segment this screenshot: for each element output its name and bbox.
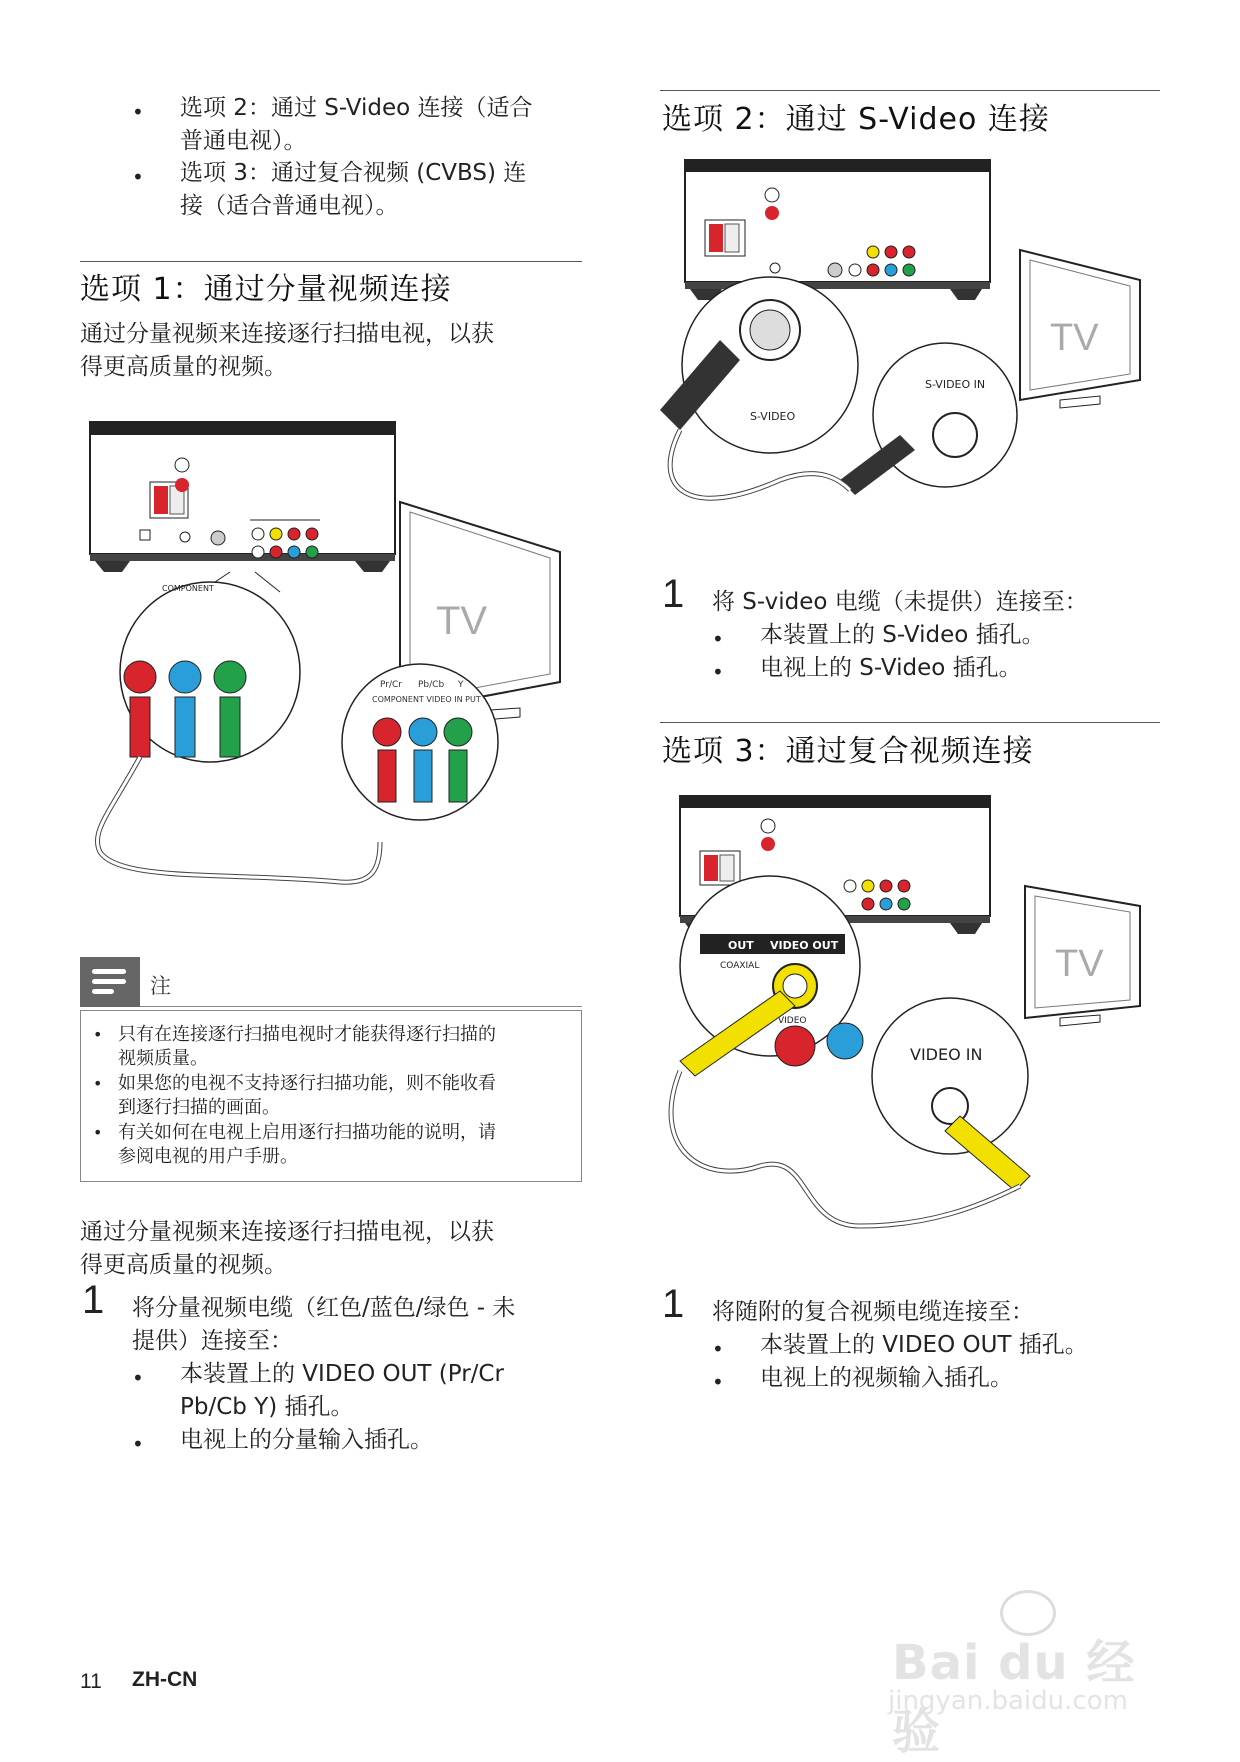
- unit-connectors: [124, 661, 246, 757]
- section3-heading: 选项 3：通过复合视频连接: [662, 734, 1034, 769]
- bullet-dot: •: [93, 1074, 103, 1093]
- tv-svideo-label: S-VIDEO IN: [925, 378, 986, 391]
- tv-video-in-label: VIDEO IN: [910, 1045, 983, 1064]
- tv-label: TV: [1050, 317, 1099, 359]
- bullet-dot: •: [132, 165, 144, 189]
- watermark-url: jingyan.baidu.com: [888, 1686, 1128, 1716]
- bullet-dot: •: [712, 1337, 724, 1361]
- note-icon: [80, 957, 140, 1007]
- player-device: [90, 422, 395, 572]
- note-item: 到逐行扫描的画面。: [118, 1097, 280, 1118]
- bullet-dot: •: [712, 660, 724, 684]
- note-title: 注: [150, 974, 171, 998]
- step-sub-text: 电视上的 S-Video 插孔。: [760, 655, 1022, 681]
- section1-desc: 通过分量视频来连接逐行扫描电视，以获: [80, 321, 494, 347]
- section1-heading: 选项 1：通过分量视频连接: [80, 272, 452, 307]
- bullet-dot: •: [93, 1025, 103, 1044]
- language-code: ZH-CN: [132, 1668, 198, 1691]
- baidu-watermark: [880, 1590, 1180, 1760]
- step-sub-text: 本装置上的 VIDEO OUT 插孔。: [760, 1332, 1088, 1358]
- step-sub-text: Pb/Cb Y) 插孔。: [180, 1394, 354, 1420]
- section1-desc: 得更高质量的视频。: [80, 354, 287, 380]
- tv-port-label: Pr/Cr: [380, 680, 402, 690]
- bullet-dot: •: [712, 1370, 724, 1394]
- unit-component-label: COMPONENT: [162, 584, 214, 593]
- section-divider: [660, 722, 1160, 723]
- section2-heading: 选项 2：通过 S-Video 连接: [662, 102, 1050, 137]
- step-text: 提供）连接至：: [132, 1328, 293, 1354]
- step-number: 1: [662, 1282, 685, 1326]
- after-note-text: 通过分量视频来连接逐行扫描电视，以获: [80, 1219, 494, 1245]
- video-label: VIDEO: [778, 1016, 807, 1026]
- step-sub-text: 本装置上的 VIDEO OUT (Pr/Cr: [180, 1361, 504, 1387]
- intro-bullet-text: 选项 2：通过 S-Video 连接（适合: [180, 95, 533, 121]
- tv-label: TV: [436, 599, 488, 643]
- intro-bullet-text: 接（适合普通电视）。: [180, 193, 399, 219]
- step-sub-text: 电视上的视频输入插孔。: [760, 1365, 1013, 1391]
- intro-bullet-text: 选项 3：通过复合视频 (CVBS) 连: [180, 160, 527, 186]
- bullet-dot: •: [132, 100, 144, 124]
- tv-set: [1020, 250, 1140, 408]
- coaxial-label: COAXIAL: [720, 961, 760, 971]
- video-out-label: VIDEO OUT: [770, 939, 839, 952]
- note-title-rule: [140, 1006, 582, 1007]
- watermark-brand: Bai du 经验: [892, 1635, 1136, 1760]
- step-sub-text: 电视上的分量输入插孔。: [180, 1427, 433, 1453]
- note-item: 参阅电视的用户手册。: [118, 1146, 298, 1167]
- bullet-dot: •: [132, 1432, 144, 1456]
- step-text: 将随附的复合视频电缆连接至：: [712, 1299, 1034, 1325]
- bullet-dot: •: [712, 627, 724, 651]
- intro-bullet-text: 普通电视）。: [180, 128, 307, 154]
- tv-set: [1025, 886, 1140, 1026]
- tv-port-label: Pb/Cb: [418, 680, 445, 690]
- tv-port-title: COMPONENT VIDEO IN PUT: [372, 695, 481, 704]
- section-divider: [80, 261, 582, 262]
- step-sub-text: 本装置上的 S-Video 插孔。: [760, 622, 1045, 648]
- step-text: 将 S-video 电缆（未提供）连接至：: [712, 589, 1088, 615]
- player-device: [685, 160, 990, 300]
- tv-label: TV: [1055, 943, 1104, 985]
- unit-svideo-label: S-VIDEO: [750, 410, 796, 423]
- section-divider: [660, 90, 1160, 91]
- note-item: 如果您的电视不支持逐行扫描功能，则不能收看: [118, 1073, 496, 1094]
- after-note-text: 得更高质量的视频。: [80, 1252, 287, 1278]
- bullet-dot: •: [132, 1366, 144, 1390]
- step-number: 1: [82, 1278, 105, 1322]
- note-box: [80, 1010, 582, 1182]
- step-number: 1: [662, 572, 685, 616]
- composite-video-diagram: [660, 786, 1160, 1246]
- step-text: 将分量视频电缆（红色/蓝色/绿色 - 未: [132, 1295, 516, 1321]
- note-item: 只有在连接逐行扫描电视时才能获得逐行扫描的: [118, 1024, 496, 1045]
- note-item: 视频质量。: [118, 1048, 208, 1069]
- bullet-dot: •: [93, 1123, 103, 1142]
- component-video-diagram: [80, 412, 580, 902]
- page-number: 11: [80, 1670, 102, 1693]
- note-item: 有关如何在电视上启用逐行扫描功能的说明，请: [118, 1122, 496, 1143]
- out-label: OUT: [728, 939, 754, 952]
- s-video-diagram: [660, 150, 1160, 550]
- tv-port-label: Y: [458, 680, 464, 690]
